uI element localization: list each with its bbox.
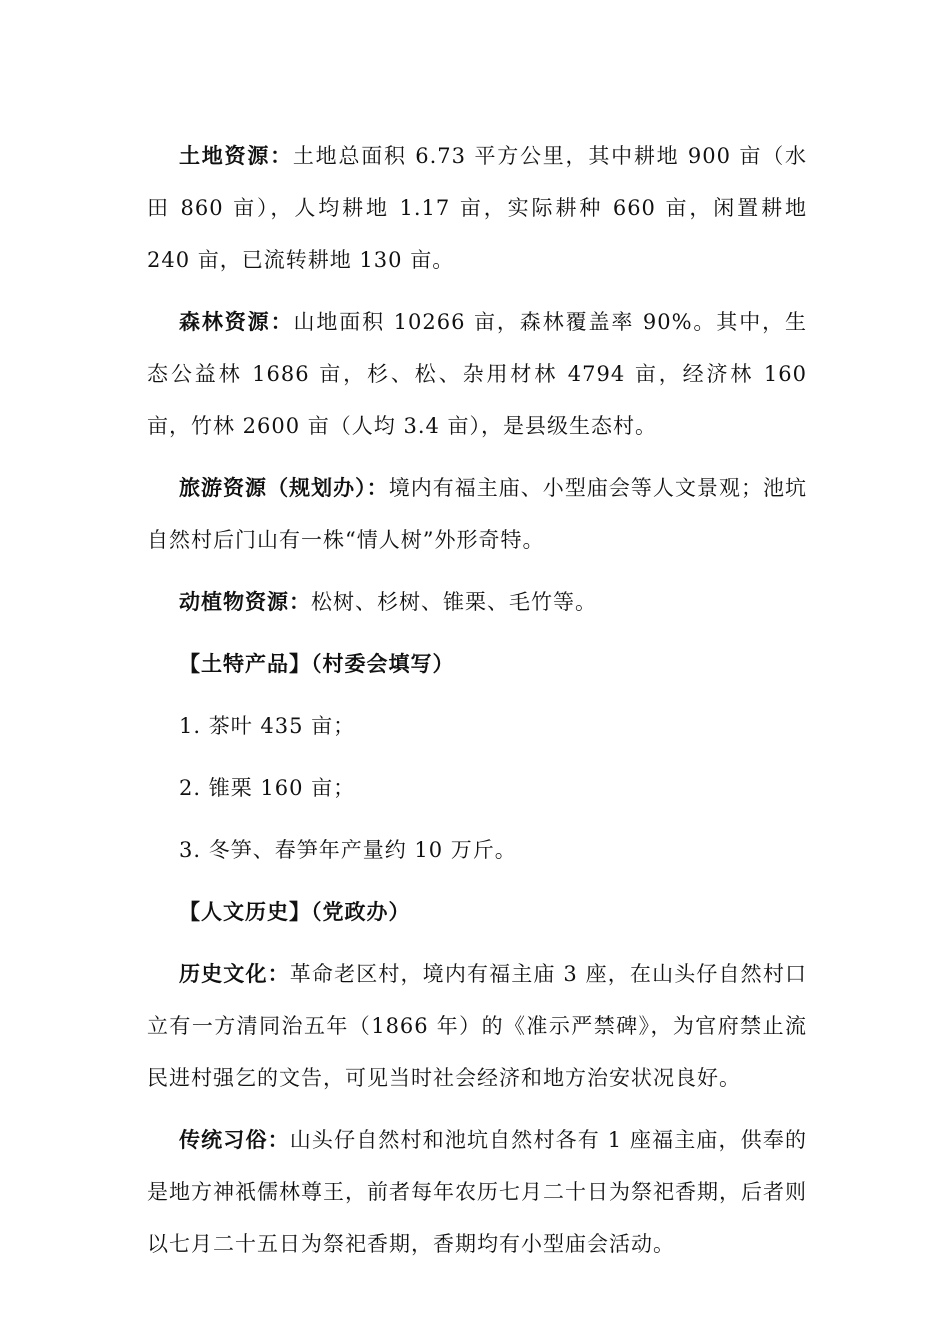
tourism-resources-text: 境内有福主庙、小型庙会等人文景观；池坑自然村后门山有一株“情人树”外形奇特。 — [147, 476, 808, 552]
forest-resources-label: 森林资源： — [179, 310, 294, 334]
local-products-heading: 【土特产品】（村委会填写） — [179, 652, 455, 676]
document-page — [147, 130, 807, 1280]
tourism-resources-label: 旅游资源（规划办）： — [179, 476, 389, 500]
product-item-chestnut: 2. 锥栗 160 亩； — [179, 776, 356, 800]
forest-resources-paragraph — [147, 296, 807, 452]
flora-fauna-resources-paragraph — [147, 576, 807, 628]
traditional-customs-label: 传统习俗： — [179, 1128, 290, 1152]
traditional-customs-text: 山头仔自然村和池坑自然村各有 1 座福主庙，供奉的是地方神祇儒林尊王，前者每年农历七月二十日为祭祀香期，后者则以七月二十五日为祭祀香期，香期均有小型庙会活动。 — [147, 1128, 807, 1256]
historical-culture-label: 历史文化： — [179, 962, 290, 986]
land-resources-paragraph — [147, 130, 807, 286]
tourism-resources-paragraph — [147, 462, 807, 566]
historical-culture-paragraph — [147, 948, 807, 1104]
flora-fauna-resources-label: 动植物资源： — [179, 590, 311, 614]
land-resources-text: 土地总面积 6.73 平方公里，其中耕地 900 亩（水田 860 亩），人均耕地 1.17 亩，实际耕种 660 亩，闲置耕地 240 亩，已流转耕地 130 亩。 — [147, 144, 807, 272]
land-resources-label: 土地资源： — [179, 144, 293, 168]
cultural-history-heading: 【人文历史】（党政办） — [179, 900, 411, 924]
historical-culture-text: 革命老区村，境内有福主庙 3 座，在山头仔自然村口立有一方清同治五年（1866 年）的《准示严禁碑》，为官府禁止流民进村强乞的文告，可见当时社会经济和地方治安状况良好。 — [147, 962, 807, 1090]
traditional-customs-paragraph — [147, 1114, 807, 1270]
product-item-bamboo-shoots: 3. 冬笋、春笋年产量约 10 万斤。 — [179, 838, 517, 862]
product-item-tea: 1. 茶叶 435 亩； — [179, 714, 356, 738]
flora-fauna-resources-text: 松树、杉树、锥栗、毛竹等。 — [311, 590, 597, 614]
forest-resources-text: 山地面积 10266 亩，森林覆盖率 90%。其中，生态公益林 1686 亩，杉、松、杂用材林 4794 亩，经济林 160 亩，竹林 2600 亩（人均 3.4 亩），是县级生态村。 — [147, 310, 807, 438]
